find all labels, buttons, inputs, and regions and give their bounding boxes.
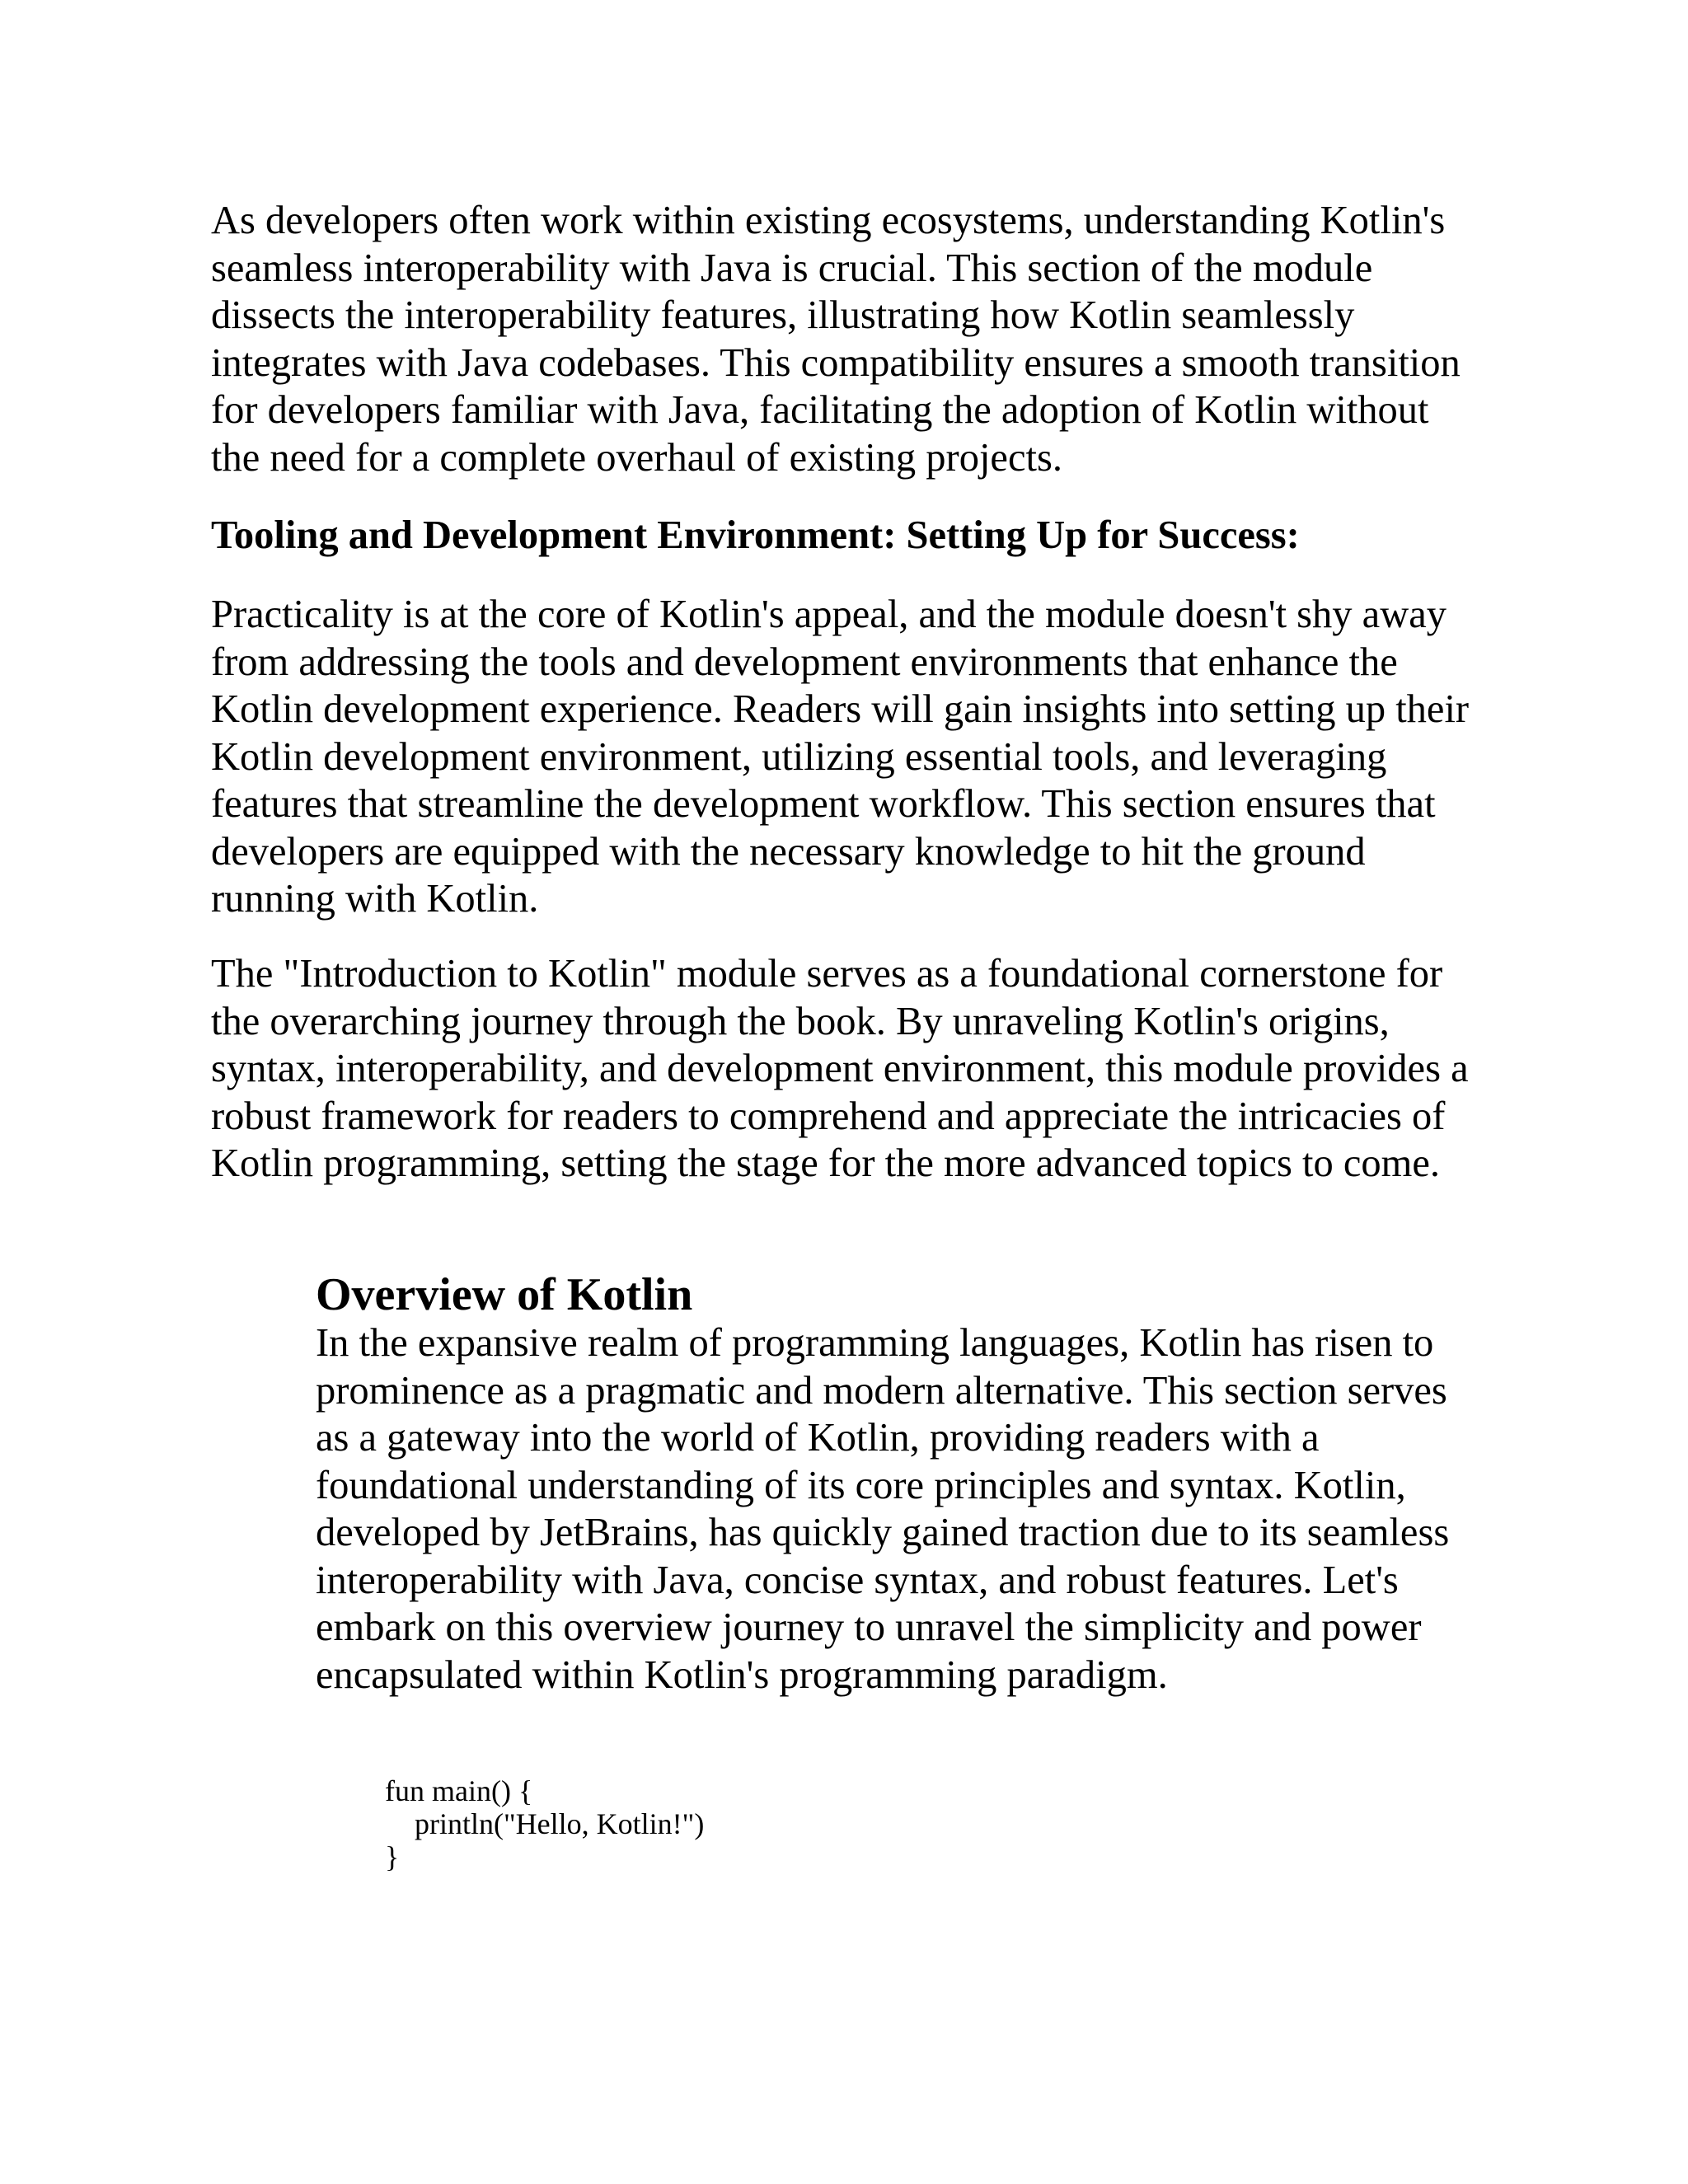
tooling-paragraph: Practicality is at the core of Kotlin's appeal, and the module doesn't shy away from addressing the tools and development environments that enhance the Kotlin development experience. Readers will gain insights into setting up their Kotlin development environment, utilizing essential tools, and leveraging features that streamline the development workflow. This section ensures that developers are equipped with the necessary knowledge to hit the ground running with Kotlin. (211, 593, 1470, 921)
interop-paragraph: As developers often work within existing ecosystems, understanding Kotlin's seamless interoperability with Java is crucial. This section of the module dissects the interoperability features, illustrating how Kotlin seamlessly integrates with Java codebases. This compatibility ensures a smooth transition for developers familiar with Java, facilitating the adoption of Kotlin without the need for a complete overhaul of existing projects. (211, 199, 1461, 480)
tooling-heading: Tooling and Development Environment: Setting Up for Success: (211, 513, 1300, 557)
overview-paragraph: In the expansive realm of programming languages, Kotlin has risen to prominence as a pragmatic and modern alternative. This section serves as a gateway into the world of Kotlin, providing readers with a foundational understanding of its core principles and syntax. Kotlin, developed by JetBrains, has quickly gained traction due to its seamless interoperability with Java, concise syntax, and robust features. Let's embark on this overview journey to unravel the simplicity and power encapsulated within Kotlin's programming paradigm. (316, 1321, 1450, 1697)
code-sample: fun main() { println("Hello, Kotlin!") } (385, 1774, 705, 1873)
summary-paragraph: The "Introduction to Kotlin" module serves as a foundational cornerstone for the overarching journey through the book. By unraveling Kotlin's origins, syntax, interoperability, and development environment, this module provides a robust framework for readers to comprehend and appreciate the intricacies of Kotlin programming, setting the stage for the more advanced topics to come. (211, 952, 1469, 1185)
overview-title: Overview of Kotlin (316, 1269, 693, 1320)
